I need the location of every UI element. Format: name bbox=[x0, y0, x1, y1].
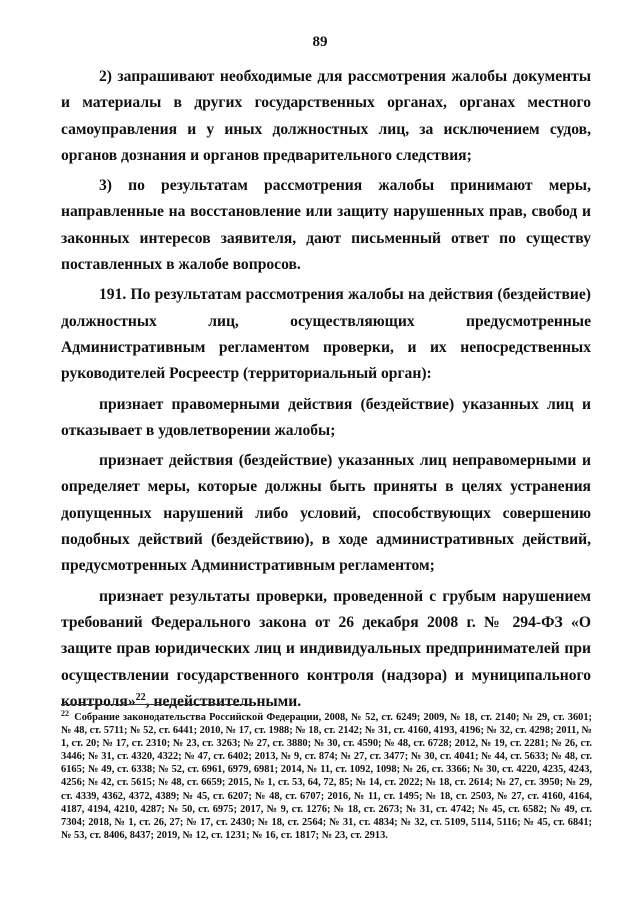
paragraph-invalid-results-end: , недействительными. bbox=[145, 692, 302, 710]
main-text bbox=[61, 64, 591, 718]
footnote-divider bbox=[61, 704, 251, 705]
paragraph-invalid-results bbox=[61, 584, 591, 715]
paragraph-unlawful-action: признает действия (бездействие) указанных лиц неправомерными и определяет меры, которые должны быть приняты в целях устранения допущенных нарушений либо условий, способствующих совершению подобных действий (бездействию), в ходе административных действий, предусмотренных Административным регламентом; bbox=[61, 452, 591, 575]
paragraph-191: 191. По результатам рассмотрения жалобы на действия (бездействие) должностных лиц, осуществляющих предусмотренные Административным регламентом проверки, и их непосредственных руководителей Росреестр (территориальный орган): bbox=[61, 286, 591, 383]
page-number: 89 bbox=[312, 34, 328, 50]
paragraph-lawful-action: признает правомерными действия (бездействие) указанных лиц и отказывает в удовлетворении жалобы; bbox=[61, 395, 591, 439]
footnote-text: Собрание законодательства Российской Федерации, 2008, № 52, ст. 6249; 2009, № 18, ст. 2140; № 29, ст. 3601; № 48, ст. 5711; № 52, ст. 6441; 2010, № 17, ст. 1988; № 18, ст. 2142; № 31, ст. 4160, 4193, 4196; № 32, ст. 4298; 2011, № 1, ст. 20; № 17, ст. 2310; № 23, ст. 3263; № 27, ст. 3880; № 30, ст. 4590; № 48, ст. 6728; 2012, № 19, ст. 2281; № 26, ст. 3446; № 31, ст. 4320, 4322; № 47, ст. 6402; 2013, № 9, ст. 874; № 27, ст. 3477; № 30, ст. 4041; № 44, ст. 5633; № 48, ст. 6165; № 49, ст. 6338; № 52, ст. 6961, 6979, 6981; 2014, № 11, ст. 1092, 1098; № 26, ст. 3366; № 30, ст. 4220, 4235, 4243, 4256; № 42, ст. 5615; № 48, ст. 6659; 2015, № 1, ст. 53, 64, 72, 85; № 14, ст. 2022; № 18, ст. 2614; № 27, ст. 3950; № 29, ст. 4339, 4362, 4372, 4389; № 45, ст. 6207; № 48, ст. 6707; 2016, № 11, ст. 1495; № 18, ст. 2503, № 27, ст. 4160, 4164, 4187, 4194, 4210, 4287; № 50, ст. 6975; 2017, № 9, ст. 1276; № 18, ст. 2673; № 31, ст. 4742; № 45, ст. 6582; № 49, ст. 7304; 2018, № 1, ст. 26, 27; № 17, ст. 2430; № 18, ст. 2564; № 31, ст. 4834; № 32, ст. 5109, 5114, 5116; № 45, ст. 6841; № 53, ст. 8406, 8437; 2019, № 12, ст. 1231; № 16, ст. 1817; № 23, ст. 2913. bbox=[61, 712, 592, 841]
footnote-reference[interactable]: 22 bbox=[135, 691, 146, 703]
footnote-number: 22 bbox=[61, 708, 69, 718]
paragraph-item-3: 3) по результатам рассмотрения жалобы принимают меры, направленные на восстановление или защиту нарушенных прав, свобод и законных интересов заявителя, дают письменный ответ по существу поставленных в жалобе вопросов. bbox=[61, 177, 591, 274]
paragraph-invalid-results-text: признает результаты проверки, проведенной с грубым нарушением требований Федерального закона от 26 декабря 2008 г. № 294-ФЗ «О защите прав юридических лиц и индивидуальных предпринимателей при осуществлении государственного контроля (надзора) и муниципального контроля» bbox=[61, 587, 591, 710]
footnote bbox=[61, 708, 592, 842]
paragraph-item-2: 2) запрашивают необходимые для рассмотрения жалобы документы и материалы в других государственных органах, органах местного самоуправления и у иных должностных лиц, за исключением судов, органов дознания и органов предварительного следствия; bbox=[61, 68, 591, 164]
